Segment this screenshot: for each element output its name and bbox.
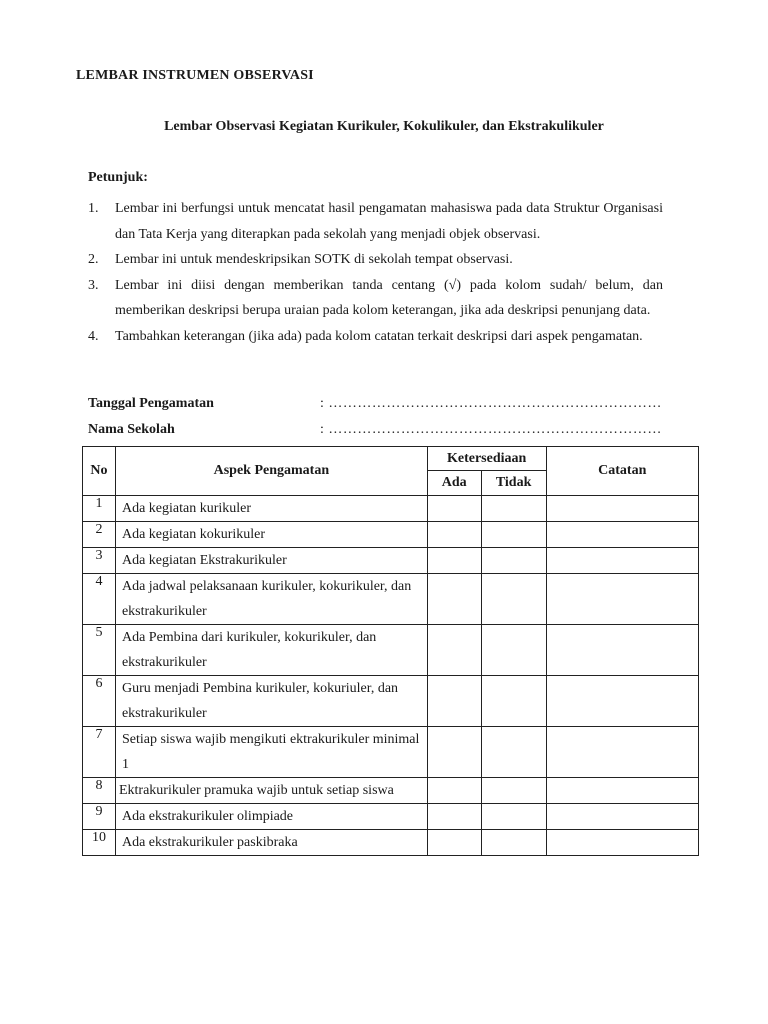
header-aspek: Aspek Pengamatan: [115, 447, 427, 496]
cell-tidak[interactable]: [481, 548, 546, 574]
field-value-blank[interactable]: : ……………………………………………………………: [320, 422, 662, 437]
field-value-blank[interactable]: : ……………………………………………………………: [320, 396, 662, 411]
instruction-text: Tambahkan keterangan (jika ada) pada kolom catatan terkait deskripsi dari aspek pengamatan.: [115, 328, 643, 344]
table-row: [83, 496, 699, 522]
instruction-text: Lembar ini berfungsi untuk mencatat hasil pengamatan mahasiswa pada data Struktur Organisasi dan Tata Kerja yang diterapkan pada sekolah yang menjadi objek observasi.: [115, 201, 663, 242]
header-ketersediaan: Ketersediaan: [427, 447, 546, 471]
cell-ada[interactable]: [427, 522, 481, 548]
cell-ada[interactable]: [427, 496, 481, 522]
row-aspek: Guru menjadi Pembina kurikuler, kokuriuler, dan ekstrakurikuler: [115, 676, 427, 727]
table-row: [83, 625, 699, 676]
cell-tidak[interactable]: [481, 496, 546, 522]
table-row: [83, 830, 699, 856]
row-aspek: Ada kegiatan Ekstrakurikuler: [115, 548, 427, 574]
row-aspek: Ada kegiatan kokurikuler: [115, 522, 427, 548]
row-aspek: Ektrakurikuler pramuka wajib untuk setiap siswa: [115, 778, 427, 804]
instruction-item: [88, 324, 663, 350]
table-row: [83, 548, 699, 574]
instructions-list: [88, 196, 663, 349]
cell-tidak[interactable]: [481, 778, 546, 804]
instruction-item: [88, 247, 663, 273]
cell-ada[interactable]: [427, 830, 481, 856]
cell-ada[interactable]: [427, 804, 481, 830]
instruction-item: [88, 273, 663, 324]
row-number: 6: [83, 676, 116, 727]
instruction-item: [88, 196, 663, 247]
row-aspek: Ada Pembina dari kurikuler, kokurikuler, dan ekstrakurikuler: [115, 625, 427, 676]
table-header-row: [83, 447, 699, 471]
instruction-number: 1.: [88, 201, 99, 216]
instruction-text: Lembar ini untuk mendeskripsikan SOTK di sekolah tempat observasi.: [115, 252, 513, 267]
cell-tidak[interactable]: [481, 804, 546, 830]
row-aspek: Ada jadwal pelaksanaan kurikuler, kokurikuler, dan ekstrakurikuler: [115, 574, 427, 625]
row-number: 8: [83, 778, 116, 804]
row-aspek: Setiap siswa wajib mengikuti ektrakurikuler minimal 1: [115, 727, 427, 778]
cell-ada[interactable]: [427, 727, 481, 778]
row-number: 9: [83, 804, 116, 830]
row-number: 1: [83, 496, 116, 522]
cell-catatan[interactable]: [546, 548, 698, 574]
row-aspek: Ada kegiatan kurikuler: [115, 496, 427, 522]
field-label: Tanggal Pengamatan: [88, 396, 214, 411]
cell-catatan[interactable]: [546, 496, 698, 522]
table-row: [83, 778, 699, 804]
row-number: 2: [83, 522, 116, 548]
row-number: 3: [83, 548, 116, 574]
table-row: [83, 676, 699, 727]
row-number: 7: [83, 727, 116, 778]
table-row: [83, 727, 699, 778]
cell-tidak[interactable]: [481, 574, 546, 625]
cell-ada[interactable]: [427, 625, 481, 676]
cell-tidak[interactable]: [481, 522, 546, 548]
cell-tidak[interactable]: [481, 625, 546, 676]
field-nama-sekolah: [88, 422, 662, 438]
cell-catatan[interactable]: [546, 830, 698, 856]
field-tanggal-pengamatan: [88, 396, 662, 412]
cell-ada[interactable]: [427, 574, 481, 625]
cell-catatan[interactable]: [546, 804, 698, 830]
field-label: Nama Sekolah: [88, 422, 175, 437]
row-number: 5: [83, 625, 116, 676]
cell-catatan[interactable]: [546, 727, 698, 778]
header-tidak: Tidak: [481, 471, 546, 496]
table-row: [83, 522, 699, 548]
header-no: No: [83, 447, 116, 496]
table-row: [83, 574, 699, 625]
document-subtitle: Lembar Observasi Kegiatan Kurikuler, Kokulikuler, dan Ekstrakulikuler: [164, 119, 604, 134]
cell-ada[interactable]: [427, 778, 481, 804]
instruction-number: 2.: [88, 252, 99, 267]
row-number: 4: [83, 574, 116, 625]
observation-table: [82, 446, 699, 856]
instruction-number: 3.: [88, 277, 99, 293]
cell-catatan[interactable]: [546, 778, 698, 804]
table-row: [83, 804, 699, 830]
cell-tidak[interactable]: [481, 727, 546, 778]
header-ada: Ada: [427, 471, 481, 496]
cell-catatan[interactable]: [546, 625, 698, 676]
cell-tidak[interactable]: [481, 676, 546, 727]
header-catatan: Catatan: [546, 447, 698, 496]
row-aspek: Ada ekstrakurikuler paskibraka: [115, 830, 427, 856]
instruction-number: 4.: [88, 328, 99, 344]
document-title: LEMBAR INSTRUMEN OBSERVASI: [76, 68, 314, 83]
cell-catatan[interactable]: [546, 574, 698, 625]
cell-catatan[interactable]: [546, 676, 698, 727]
row-aspek: Ada ekstrakurikuler olimpiade: [115, 804, 427, 830]
cell-catatan[interactable]: [546, 522, 698, 548]
row-number: 10: [83, 830, 116, 856]
instruction-text: Lembar ini diisi dengan memberikan tanda centang (√) pada kolom sudah/ belum, dan memberikan deskripsi berupa uraian pada kolom keterangan, jika ada deskripsi penunjang data.: [115, 277, 663, 318]
cell-ada[interactable]: [427, 676, 481, 727]
instructions-heading: Petunjuk:: [88, 170, 148, 185]
cell-ada[interactable]: [427, 548, 481, 574]
cell-tidak[interactable]: [481, 830, 546, 856]
